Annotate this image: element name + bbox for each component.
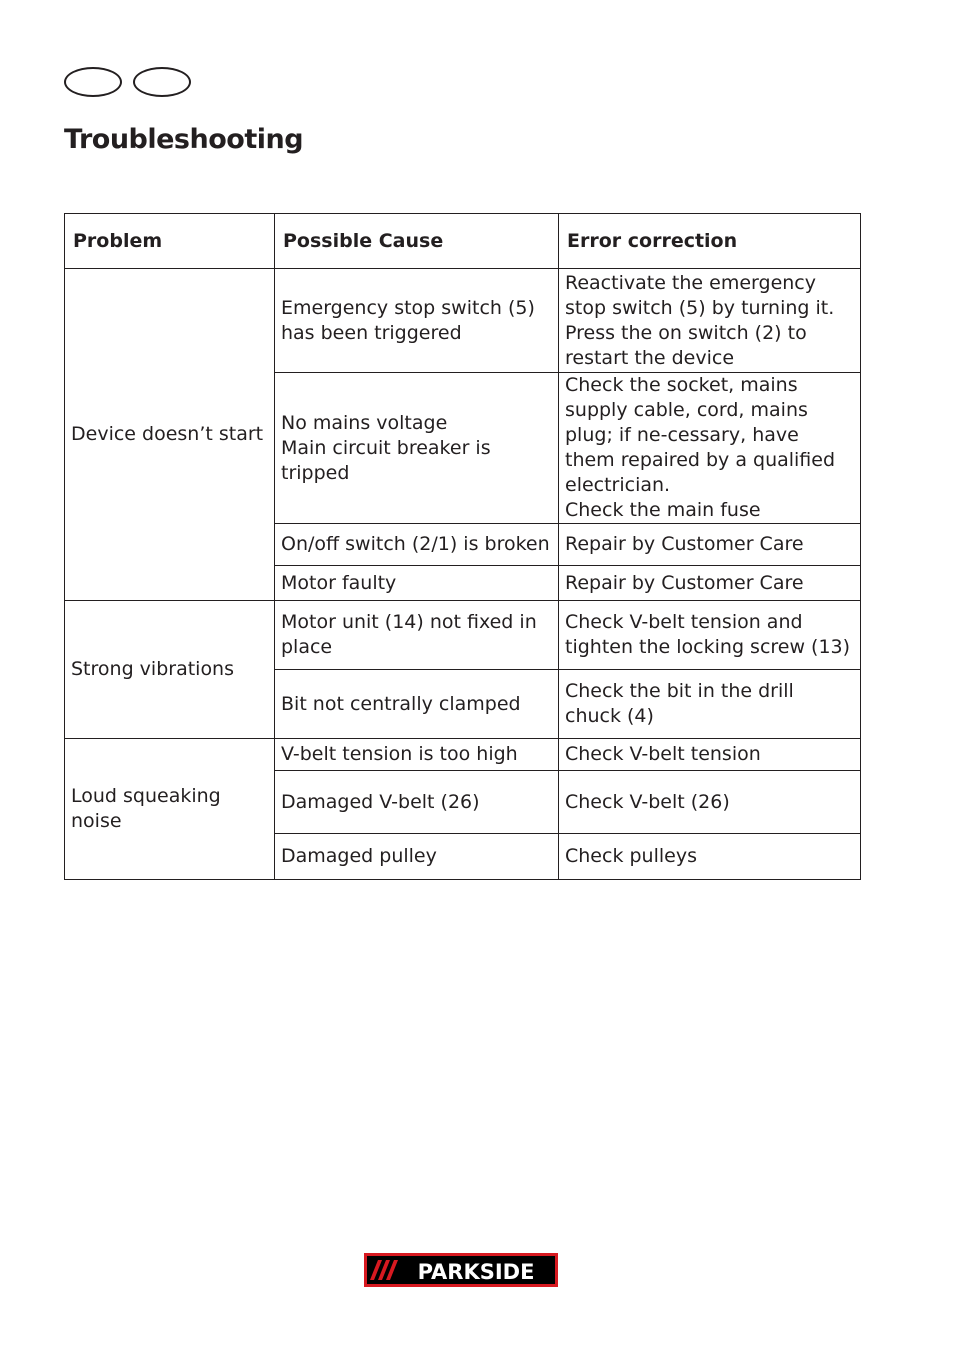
correction-cell: Check the bit in the drill chuck (4)	[559, 670, 861, 739]
cause-cell: Bit not centrally clamped	[275, 670, 559, 739]
cause-cell: Damaged pulley	[275, 834, 559, 880]
correction-cell: Repair by Customer Care	[559, 524, 861, 566]
correction-cell: Check the socket, mains supply cable, cord, mains plug; if ne-cessary, have them repaired by a qualified electrician. Check the main fuse	[559, 373, 861, 524]
correction-cell: Check V-belt tension and tighten the locking screw (13)	[559, 601, 861, 670]
cause-cell: No mains voltage Main circuit breaker is tripped	[275, 373, 559, 524]
cause-cell: Damaged V-belt (26)	[275, 771, 559, 834]
cause-cell: Emergency stop switch (5) has been triggered	[275, 269, 559, 373]
correction-cell: Check V-belt (26)	[559, 771, 861, 834]
correction-cell: Repair by Customer Care	[559, 566, 861, 601]
table-header-row	[65, 214, 861, 269]
problem-cell: Device doesn’t start	[65, 269, 275, 601]
correction-cell: Check V-belt tension	[559, 739, 861, 771]
table-row	[65, 601, 861, 670]
page-title: Troubleshooting	[64, 124, 304, 155]
correction-cell: Check pulleys	[559, 834, 861, 880]
table-row	[65, 739, 861, 771]
cause-cell: Motor unit (14) not fixed in place	[275, 601, 559, 670]
language-badge-2	[133, 67, 191, 97]
cause-cell: V-belt tension is too high	[275, 739, 559, 771]
logo-text: PARKSIDE	[417, 1260, 535, 1284]
cause-cell: Motor faulty	[275, 566, 559, 601]
correction-cell: Reactivate the emergency stop switch (5) by turning it. Press the on switch (2) to restart the device	[559, 269, 861, 373]
troubleshooting-table	[64, 213, 861, 880]
cause-cell: On/off switch (2/1) is broken	[275, 524, 559, 566]
header-error-correction: Error correction	[559, 214, 861, 269]
header-possible-cause: Possible Cause	[275, 214, 559, 269]
problem-cell: Strong vibrations	[65, 601, 275, 739]
language-badge-1	[64, 67, 122, 97]
header-problem: Problem	[65, 214, 275, 269]
parkside-logo	[364, 1253, 558, 1287]
problem-cell: Loud squeaking noise	[65, 739, 275, 880]
table-row	[65, 269, 861, 373]
